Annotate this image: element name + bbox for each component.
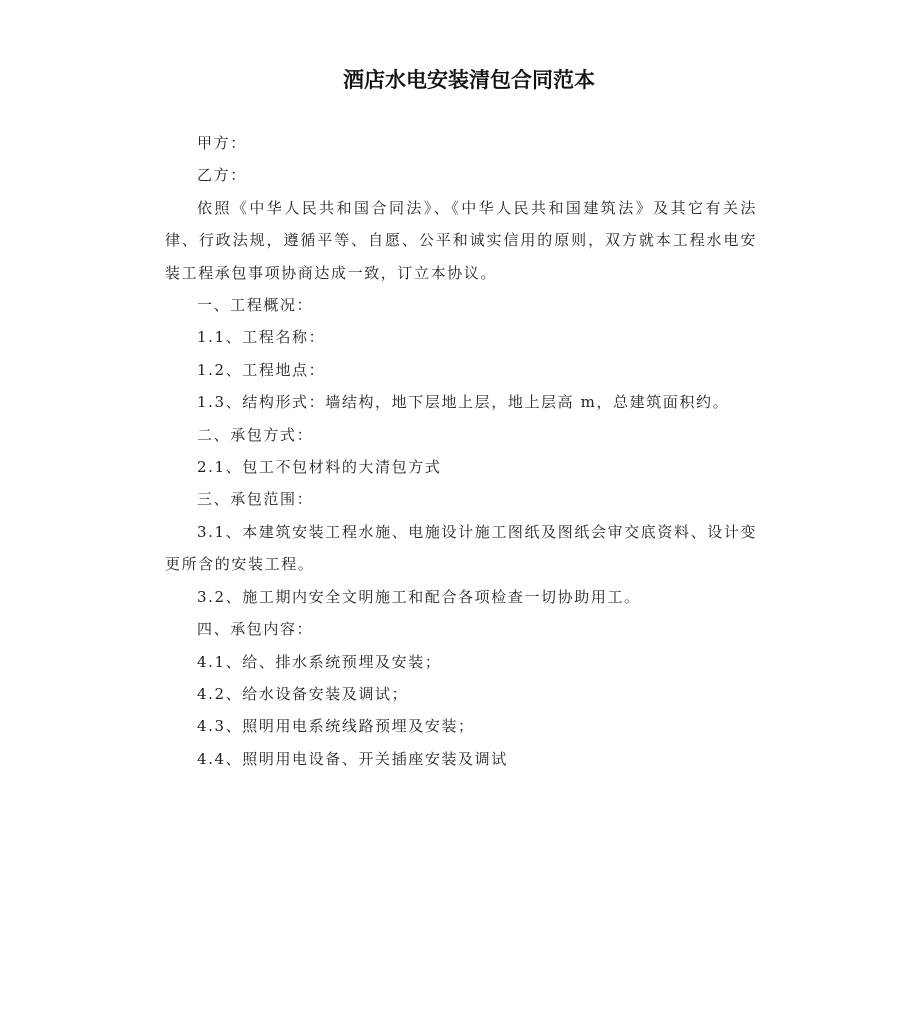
section-heading-content: 四、承包内容： xyxy=(197,620,314,639)
section-heading-scope: 三、承包范围： xyxy=(197,490,314,509)
clause-4-3: 4.3、照明用电系统线路预埋及安装； xyxy=(197,717,475,736)
clause-1-2: 1.2、工程地点： xyxy=(197,360,326,379)
preamble-paragraph: 依照《中华人民共和国合同法》、《中华人民共和国建筑法》及其它有关法律、行政法规，遵循平等、自愿、公平和诚实信用的原则，双方就本工程水电安装工程承包事项协商达成一致，订立本协议。 xyxy=(165,198,757,282)
party-b-line: 乙方： xyxy=(197,166,247,185)
clause-4-4: 4.4、照明用电设备、开关插座安装及调试 xyxy=(197,749,508,768)
clause-1-3: 1.3、结构形式：墙结构，地下层地上层，地上层高 m，总建筑面积约。 xyxy=(197,393,730,412)
clause-2-1: 2.1、包工不包材料的大清包方式 xyxy=(197,458,442,477)
clause-4-1: 4.1、给、排水系统预埋及安装； xyxy=(197,652,442,671)
document-title: 酒店水电安装清包合同范本 xyxy=(343,68,595,92)
party-a-line: 甲方： xyxy=(197,134,247,152)
clause-4-2: 4.2、给水设备安装及调试； xyxy=(197,684,409,703)
clause-1-1: 1.1、工程名称： xyxy=(197,328,326,347)
clause-3-2: 3.2、施工期内安全文明施工和配合各项检查一切协助用工。 xyxy=(197,587,641,606)
clause-3-1: 3.1、本建筑安装工程水施、电施设计施工图纸及图纸会审交底资料、设计变更所含的安装工程。 xyxy=(165,522,757,574)
section-heading-overview: 一、工程概况： xyxy=(197,296,314,315)
document-body xyxy=(165,127,757,775)
section-heading-contract-method: 二、承包方式： xyxy=(197,425,314,444)
